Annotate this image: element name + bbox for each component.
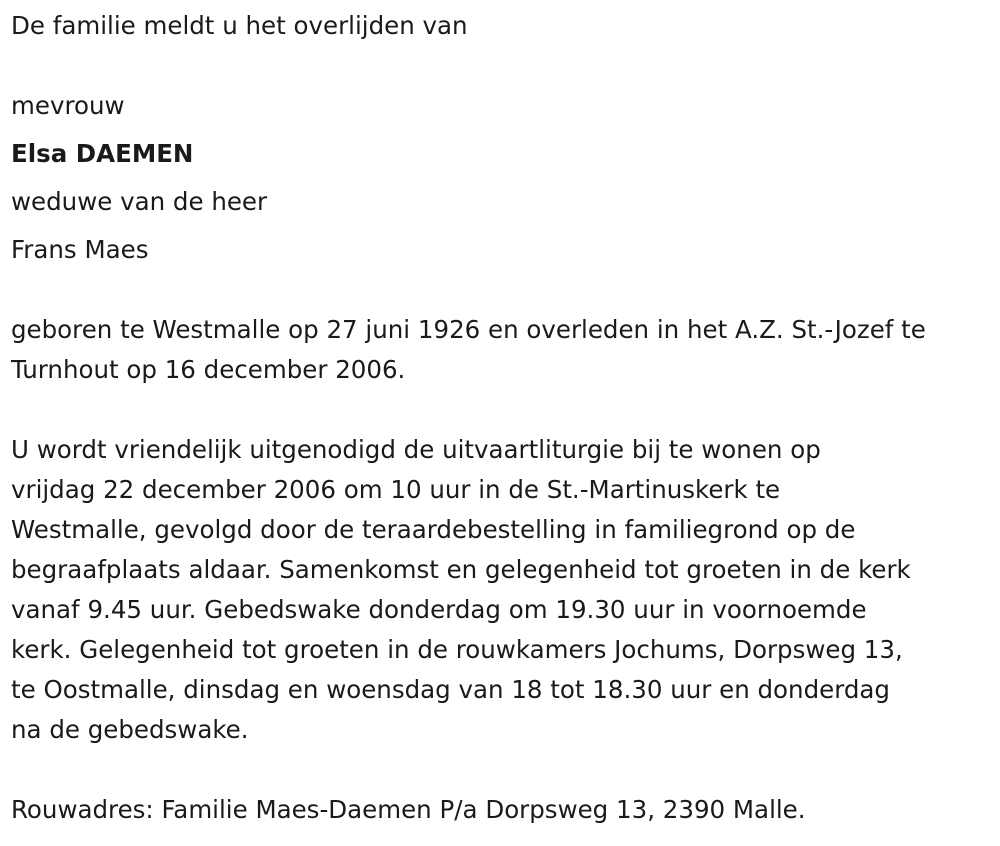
paragraph-line: begraafplaats aldaar. Samenkomst en gelegenheid tot groeten in de kerk <box>11 555 911 584</box>
funeral-details-paragraph <box>11 430 996 750</box>
paragraph-line: U wordt vriendelijk uitgenodigd de uitvaartliturgie bij te wonen op <box>11 435 821 464</box>
deceased-title: mevrouw <box>11 91 125 120</box>
paragraph-line: vanaf 9.45 uur. Gebedswake donderdag om 19.30 uur in voornoemde <box>11 595 867 624</box>
mourning-address: Rouwadres: Familie Maes-Daemen P/a Dorpsweg 13, 2390 Malle. <box>11 795 806 824</box>
husband-name: Frans Maes <box>11 235 149 264</box>
paragraph-line: geboren te Westmalle op 27 juni 1926 en overleden in het A.Z. St.-Jozef te <box>11 315 926 344</box>
paragraph-line: Westmalle, gevolgd door de teraardebestelling in familiegrond op de <box>11 515 856 544</box>
widow-of-label: weduwe van de heer <box>11 187 268 216</box>
announcement-intro: De familie meldt u het overlijden van <box>11 11 468 40</box>
paragraph-line: vrijdag 22 december 2006 om 10 uur in de St.-Martinuskerk te <box>11 475 781 504</box>
paragraph-line: kerk. Gelegenheid tot groeten in de rouwkamers Jochums, Dorpsweg 13, <box>11 635 903 664</box>
deceased-name: Elsa DAEMEN <box>11 139 194 168</box>
paragraph-line: na de gebedswake. <box>11 715 249 744</box>
birth-death-paragraph <box>11 310 996 390</box>
paragraph-line: te Oostmalle, dinsdag en woensdag van 18 tot 18.30 uur en donderdag <box>11 675 890 704</box>
paragraph-line: Turnhout op 16 december 2006. <box>11 355 406 384</box>
